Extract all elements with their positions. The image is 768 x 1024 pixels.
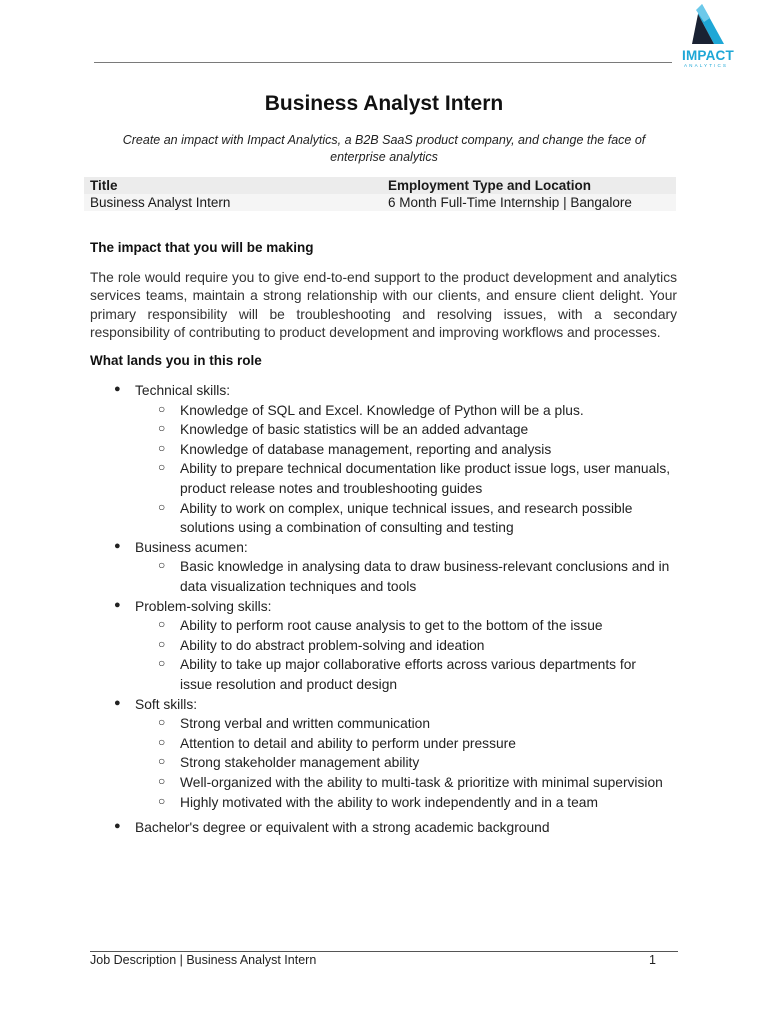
sub-list-item-text: Ability to work on complex, unique technical issues, and research possible (180, 500, 633, 516)
bullet-icon: ● (114, 383, 121, 395)
sub-list-item-text: Basic knowledge in analysing data to draw business-relevant conclusions and in (180, 559, 670, 575)
bullet-icon: ● (114, 696, 121, 709)
page-number: 1 (649, 953, 656, 967)
list-item-label: Bachelor's degree or equivalent with a strong academic background (135, 820, 550, 836)
job-info-table (84, 177, 676, 211)
sub-bullet-icon: ○ (158, 656, 166, 671)
list-item-label: Soft skills: (135, 696, 198, 712)
list-item (0, 695, 768, 715)
sub-list-item-text: Ability to do abstract problem-solving and ideation (180, 637, 485, 653)
sub-list-item (0, 479, 768, 499)
sub-list-item (0, 616, 768, 636)
bullet-icon: ● (114, 820, 121, 833)
sub-bullet-icon: ○ (158, 715, 166, 730)
sub-list-item (0, 499, 768, 519)
company-logo (676, 4, 738, 66)
sub-bullet-icon: ○ (158, 636, 166, 651)
sub-list-item (0, 753, 768, 773)
sub-bullet-icon: ○ (158, 499, 166, 514)
bullet-icon: ● (114, 539, 121, 552)
footer-rule (90, 951, 678, 952)
sub-bullet-icon: ○ (158, 558, 166, 573)
sub-list-item-text: Attention to detail and ability to perform under pressure (180, 735, 516, 751)
sub-list-item (0, 459, 768, 479)
sub-list-item (0, 420, 768, 440)
list-item (0, 381, 768, 401)
list-item (0, 597, 768, 617)
sub-list-item-text: Strong verbal and written communication (180, 716, 431, 732)
bullet-icon: ● (114, 598, 121, 611)
sub-list-item-text: Ability to take up major collaborative efforts across various departments for (180, 657, 637, 673)
sub-list-item-text: issue resolution and product design (180, 677, 398, 692)
list-item-label: Business acumen: (135, 539, 248, 555)
sub-bullet-icon: ○ (158, 754, 166, 769)
list-item (0, 538, 768, 558)
sub-list-item (0, 675, 768, 695)
document-tagline: Create an impact with Impact Analytics, a B2B SaaS product company, and change the face of enterprise analytics (122, 133, 646, 164)
sub-list-item (0, 773, 768, 793)
sub-list-item-text: data visualization techniques and tools (180, 579, 417, 594)
sub-list-item-text: Ability to perform root cause analysis to get to the bottom of the issue (180, 618, 603, 634)
table-header-row (84, 177, 676, 194)
sub-list-item-text: Highly motivated with the ability to work independently and in a team (180, 794, 598, 810)
sub-list-item-text: Strong stakeholder management ability (180, 755, 420, 771)
sub-bullet-icon: ○ (158, 793, 166, 808)
sub-list-item (0, 440, 768, 460)
sub-bullet-icon: ○ (158, 440, 166, 455)
logo-subtitle: ANALYTICS (684, 63, 729, 68)
list-item (0, 818, 768, 838)
sub-bullet-icon: ○ (158, 460, 166, 475)
sub-list-item-text: Knowledge of database management, reporting and analysis (180, 441, 552, 457)
sub-list-item (0, 577, 768, 597)
sub-list-item-text: product release notes and troubleshooting guides (180, 481, 483, 496)
sub-bullet-icon: ○ (158, 734, 166, 749)
list-item-label: Technical skills: (135, 383, 231, 398)
sub-list-item-text: Ability to prepare technical documentation like product issue logs, user manuals, (180, 461, 671, 477)
impact-heading: The impact that you will be making (90, 240, 314, 255)
sub-list-item (0, 557, 768, 577)
table-header-employment: Employment Type and Location (382, 177, 676, 194)
sub-list-item (0, 636, 768, 656)
sub-list-item (0, 714, 768, 734)
sub-list-item (0, 734, 768, 754)
list-item-label: Problem-solving skills: (135, 598, 272, 614)
sub-bullet-icon: ○ (158, 617, 166, 632)
footer-text: Job Description | Business Analyst Intern (90, 953, 317, 967)
document-title: Business Analyst Intern (264, 92, 504, 115)
sub-list-item-text: Knowledge of basic statistics will be an added advantage (180, 422, 529, 438)
sub-list-item (0, 401, 768, 421)
impact-paragraph: The role would require you to give end-to-end support to the product development and analytics services teams, maintain a strong relationship with our clients, and ensure client delight. Your primary responsibility will be troubleshooting and resolving issues, with a secondary responsibility of contributing to product development and improving workflows and processes. (90, 270, 677, 340)
table-cell-title: Business Analyst Intern (84, 194, 382, 211)
impact-logo-icon (690, 4, 724, 46)
role-heading: What lands you in this role (90, 353, 262, 368)
sub-list-item-text: Well-organized with the ability to multi-task & prioritize with minimal supervision (180, 775, 663, 790)
sub-list-item-text: solutions using a combination of consulting and testing (180, 520, 514, 536)
table-header-title: Title (84, 177, 382, 194)
sub-bullet-icon: ○ (158, 421, 166, 436)
sub-list-item (0, 793, 768, 813)
sub-list-item (0, 655, 768, 675)
sub-bullet-icon: ○ (158, 774, 166, 788)
sub-bullet-icon: ○ (158, 401, 166, 416)
sub-list-item (0, 518, 768, 538)
table-cell-employment: 6 Month Full-Time Internship | Bangalore (382, 194, 676, 211)
header-rule (94, 62, 672, 63)
sub-list-item-text: Knowledge of SQL and Excel. Knowledge of Python will be a plus. (180, 402, 584, 418)
table-row (84, 194, 676, 211)
logo-wordmark: IMPACT (682, 48, 734, 63)
